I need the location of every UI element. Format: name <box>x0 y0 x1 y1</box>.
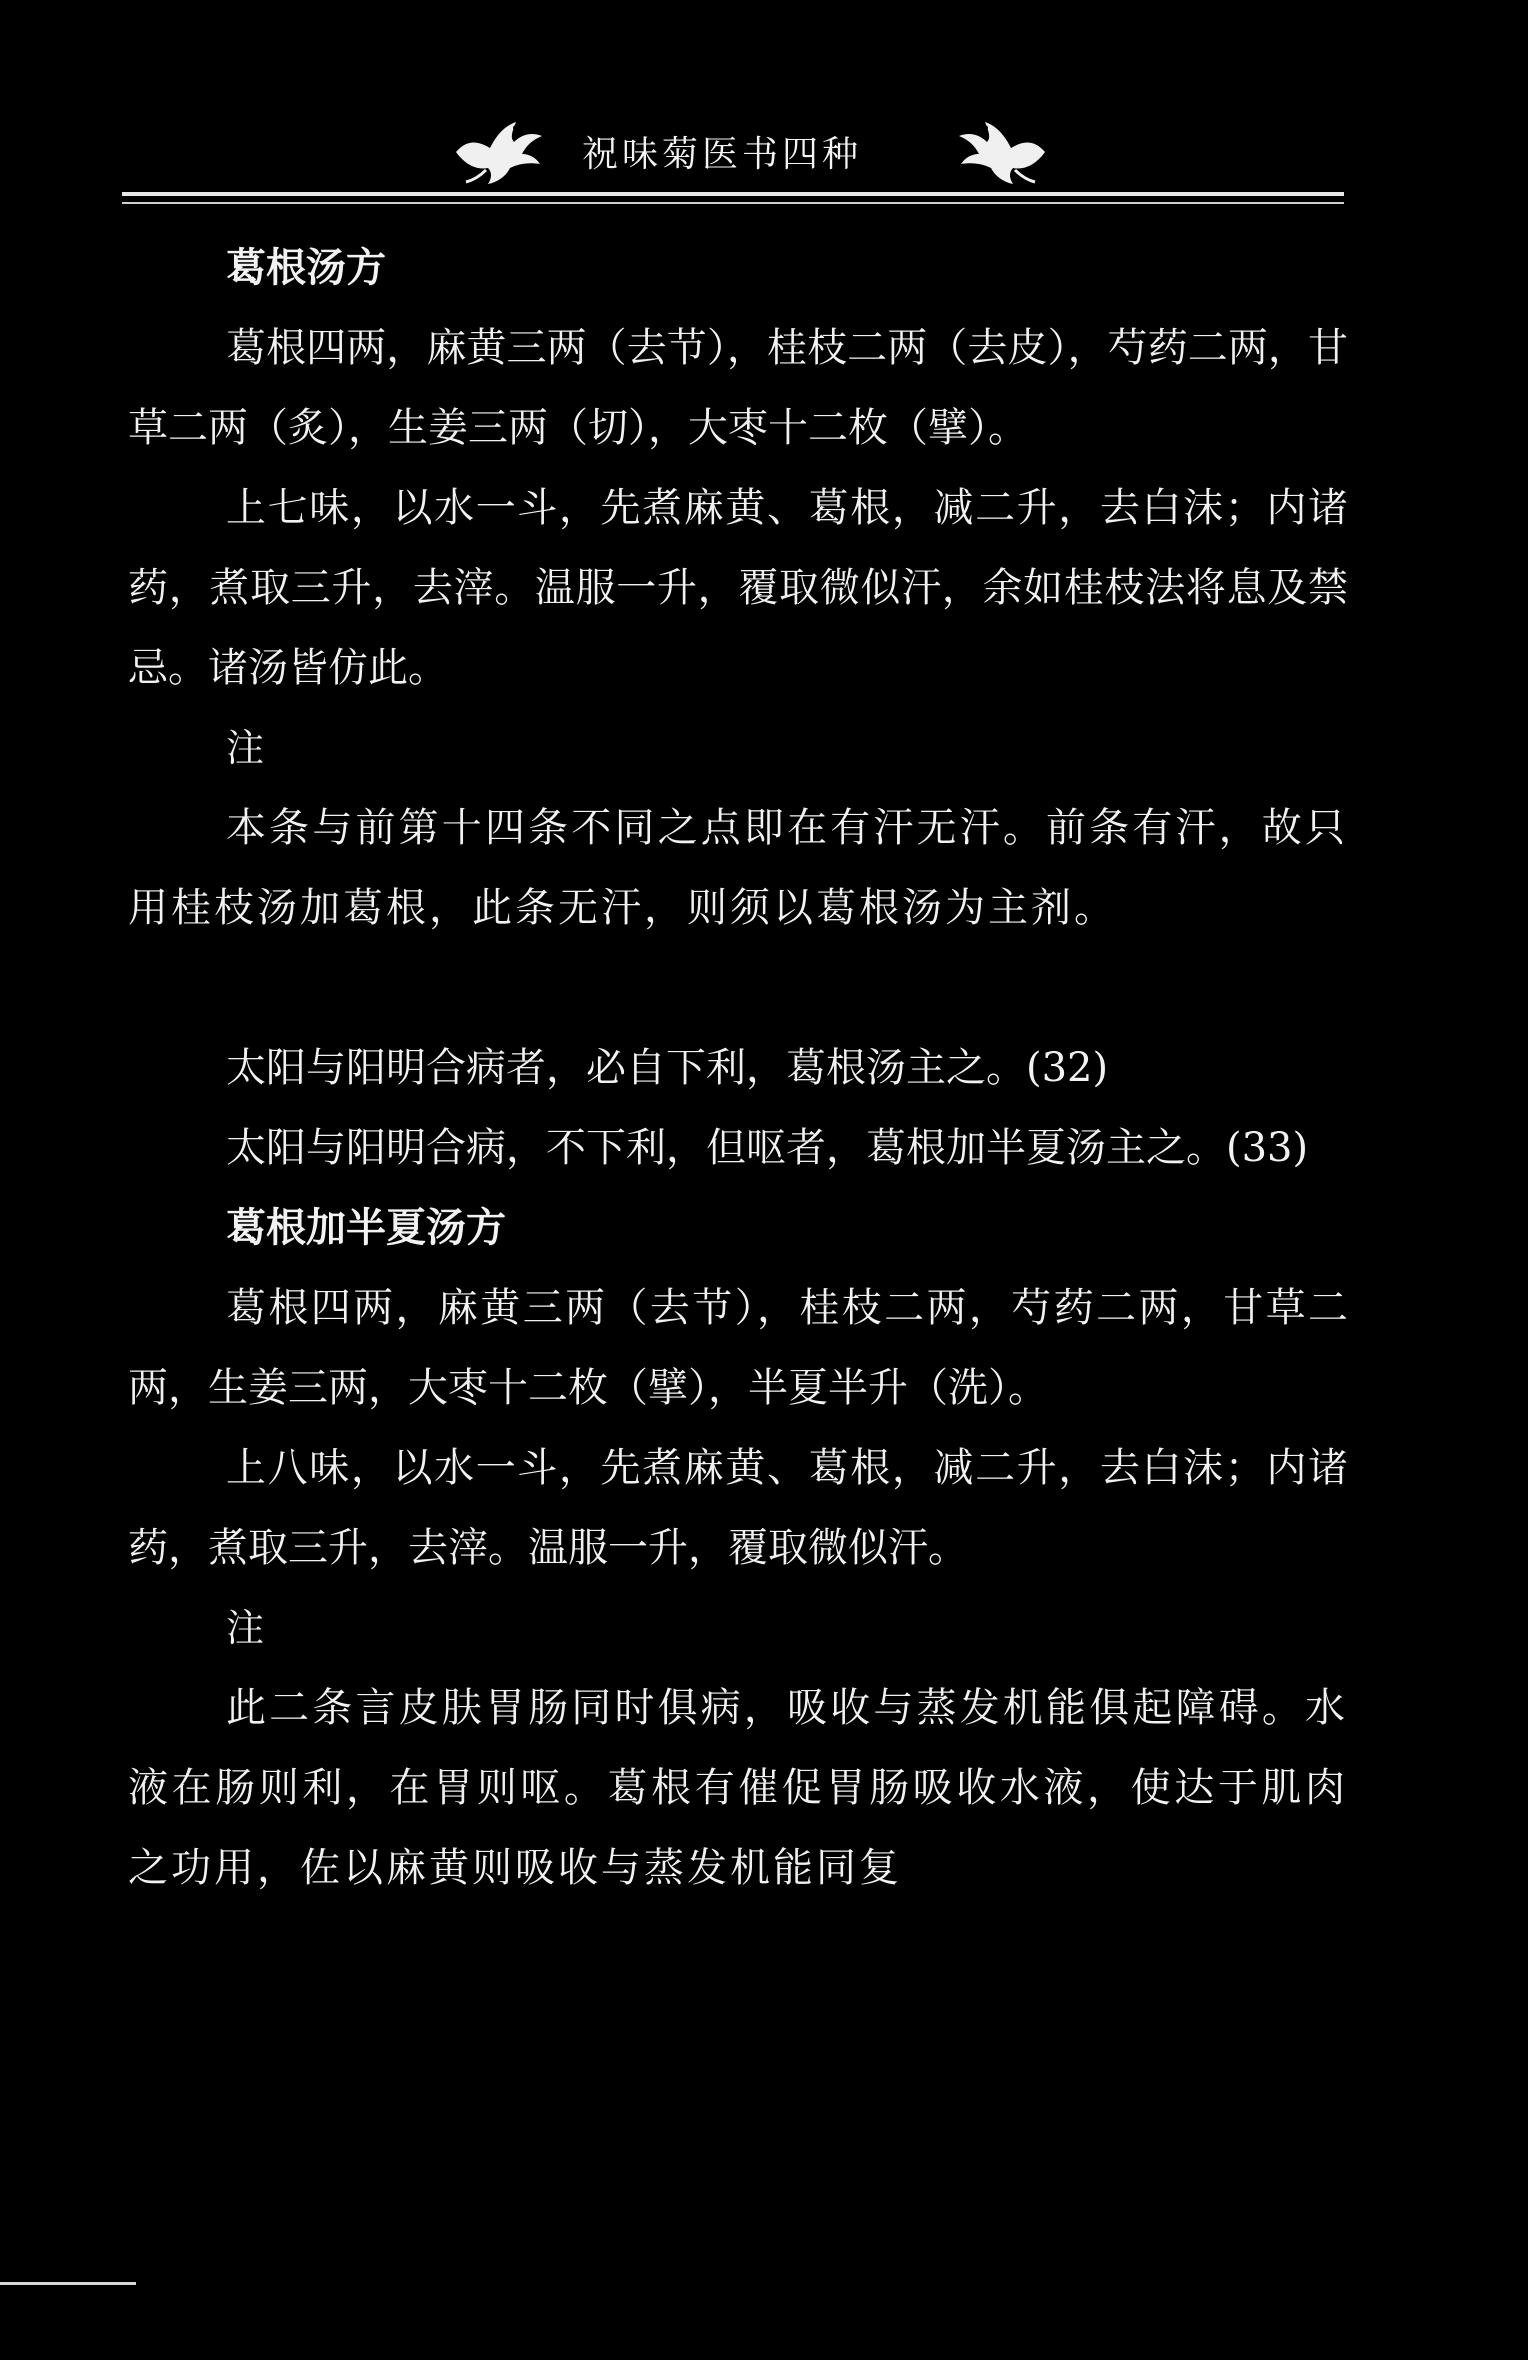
header-rule-thin <box>122 202 1344 204</box>
header-rule-thick <box>122 192 1344 196</box>
recipe-heading: 葛根加半夏汤方 <box>226 1205 506 1251</box>
phoenix-ornament-right-icon <box>955 108 1051 188</box>
page-body <box>128 228 1348 1908</box>
running-header <box>0 100 1528 190</box>
note-label: 注 <box>226 726 265 770</box>
note-text: 本条与前第十四条不同之点即在有汗无汗。前条有汗，故只用桂枝汤加葛根，此条无汗，则须以葛根汤为主剂。 <box>128 805 1348 931</box>
phoenix-ornament-left-icon <box>450 108 546 188</box>
section-gap <box>128 948 1348 1028</box>
book-title: 祝味菊医书四种 <box>582 134 863 175</box>
page-edge-line <box>0 2282 136 2285</box>
recipe-ingredients: 葛根四两，麻黄三两（去节），桂枝二两，芍药二两，甘草二两，生姜三两，大枣十二枚（擘），半夏半升（洗）。 <box>128 1285 1348 1411</box>
note-text: 此二条言皮肤胃肠同时俱病，吸收与蒸发机能俱起障碍。水液在肠则利，在胃则呕。葛根有催促胃肠吸收水液，使达于肌肉之功用，佐以麻黄则吸收与蒸发机能同复 <box>128 1685 1348 1891</box>
clause-33: 太阳与阳明合病，不下利，但呕者，葛根加半夏汤主之。(33) <box>226 1125 1309 1171</box>
note-label: 注 <box>226 1606 265 1650</box>
recipe-method: 上八味，以水一斗，先煮麻黄、葛根，减二升，去白沫；内诸药，煮取三升，去滓。温服一升，覆取微似汗。 <box>128 1445 1348 1571</box>
recipe-ingredients: 葛根四两，麻黄三两（去节），桂枝二两（去皮），芍药二两，甘草二两（炙），生姜三两（切），大枣十二枚（擘）。 <box>128 325 1348 451</box>
recipe-heading: 葛根汤方 <box>226 245 386 291</box>
clause-32: 太阳与阳明合病者，必自下利，葛根汤主之。(32) <box>226 1045 1109 1091</box>
recipe-method: 上七味，以水一斗，先煮麻黄、葛根，减二升，去白沫；内诸药，煮取三升，去滓。温服一升，覆取微似汗，余如桂枝法将息及禁忌。诸汤皆仿此。 <box>128 485 1348 691</box>
